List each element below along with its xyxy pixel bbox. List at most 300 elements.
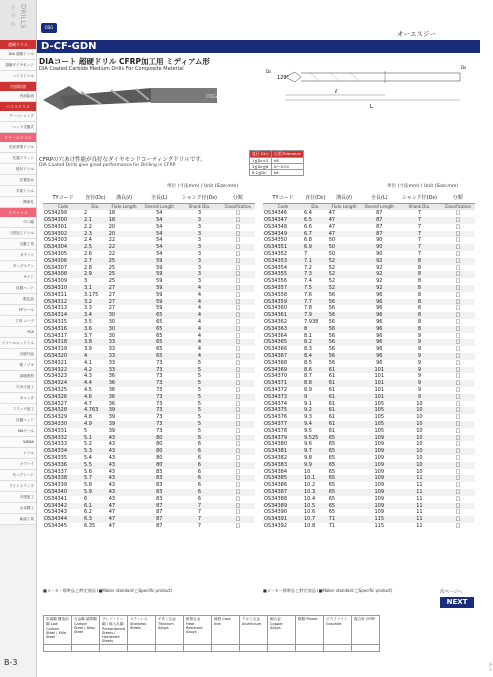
table-cell: 5.8 <box>84 482 92 489</box>
table-row <box>43 326 255 333</box>
table-cell: 6.9 <box>303 244 328 251</box>
table-row <box>263 265 475 272</box>
table-cell: 7.3 <box>303 271 328 278</box>
sidebar-group-header: 超硬ドリル <box>0 40 36 49</box>
sidebar-item[interactable]: 限定品 <box>0 294 36 305</box>
sidebar-item[interactable]: 自動ヘッド <box>0 283 36 294</box>
sidebar-item[interactable]: DIA 超硬ドリル <box>0 49 36 60</box>
table-cell: □ <box>235 400 241 407</box>
table-cell: 9.9 <box>303 462 328 469</box>
column-subheader: Overall Length <box>360 203 398 210</box>
table-cell: 65 <box>328 489 361 496</box>
table-cell: □ <box>221 448 255 455</box>
table-cell: □ <box>235 468 241 475</box>
table-cell: 10.1 <box>303 475 328 482</box>
material-rating <box>212 645 240 652</box>
table-cell: 7 <box>398 217 440 224</box>
sidebar-item[interactable]: 高硬度材 <box>0 371 36 382</box>
table-cell: 4.1 <box>84 359 92 366</box>
material-name: アルミ合金 Aluminium <box>240 616 268 645</box>
sidebar-item[interactable]: 長寿命型ドリル <box>0 142 36 153</box>
table-cell: 5 <box>197 414 201 421</box>
table-cell: 96 <box>376 291 383 298</box>
tol-range: 3≦Dc≦6 <box>250 164 272 170</box>
sidebar-item[interactable]: 内部給油 <box>0 91 36 102</box>
table-cell: 2.5 <box>83 244 108 251</box>
table-cell: OS34326 <box>43 394 83 401</box>
table-cell: □ <box>235 427 241 434</box>
table-cell: 5.3 <box>83 448 108 455</box>
sidebar-item[interactable]: イコールエンドミル <box>0 338 36 349</box>
table-cell: 6 <box>197 454 201 461</box>
table-cell: 4 <box>178 312 220 319</box>
table-row <box>263 475 475 482</box>
sidebar <box>0 0 37 677</box>
table-cell: OS34333 <box>44 441 68 448</box>
sidebar-item[interactable]: 工具 ニーブ <box>0 316 36 327</box>
table-cell: OS34338 <box>43 475 83 482</box>
table-cell: □ <box>455 264 461 271</box>
sidebar-item[interactable]: モックレード <box>0 470 36 481</box>
table-cell: 8 <box>303 326 328 333</box>
table-cell: 2.9 <box>83 271 108 278</box>
table-cell: 65 <box>328 482 336 489</box>
table-cell: □ <box>221 231 255 238</box>
sidebar-item[interactable]: 平面ドリル <box>0 186 36 197</box>
shank-badge <box>410 152 434 176</box>
table-row <box>43 523 255 530</box>
table-cell: □ <box>455 522 461 529</box>
sidebar-item[interactable]: 自動工具 <box>0 239 36 250</box>
table-cell: 9 <box>303 394 328 401</box>
table-cell: 10 <box>416 414 423 421</box>
table-row <box>263 441 475 448</box>
table-cell: 9 <box>417 332 421 339</box>
table-cell: OS34384 <box>264 468 288 475</box>
table-cell: 96 <box>360 339 398 346</box>
table-cell: 8 <box>417 291 421 298</box>
table-row <box>43 305 255 312</box>
table-cell: □ <box>221 217 255 224</box>
column-subheader: Overall Length <box>140 203 178 210</box>
table-cell: 3 <box>178 231 220 238</box>
table-cell: 65 <box>156 319 163 326</box>
table-cell: OS34356 <box>264 278 288 285</box>
table-cell: 4.8 <box>84 414 92 421</box>
table-cell: 5 <box>84 427 88 434</box>
table-cell: 5.9 <box>83 489 108 496</box>
table-cell: □ <box>221 271 255 278</box>
table-cell: OS34386 <box>264 482 288 489</box>
table-cell: □ <box>221 299 255 306</box>
table-cell: 83 <box>140 475 178 482</box>
table-cell: 73 <box>156 359 163 366</box>
table-cell: 50 <box>328 251 336 258</box>
table-row <box>43 387 255 394</box>
table-cell: 22 <box>108 244 141 251</box>
table-cell: OS34305 <box>44 251 68 258</box>
maker-name: オーエスジー <box>397 30 436 38</box>
tol-head-dia: 直径 (Dc) <box>250 151 272 158</box>
table-cell: 109 <box>360 448 398 455</box>
table-cell: OS34380 <box>264 441 288 448</box>
footer-code: B-3 <box>489 662 493 672</box>
table-cell: 73 <box>156 373 163 380</box>
table-cell: 5 <box>178 380 220 387</box>
sidebar-item[interactable]: テーパシャンク <box>0 111 36 122</box>
sidebar-item[interactable]: FPツール <box>0 305 36 316</box>
table-cell: 11 <box>416 509 423 516</box>
table-cell: □ <box>455 441 461 448</box>
table-cell: 56 <box>328 312 361 319</box>
table-cell: □ <box>441 462 475 469</box>
category-label-jp: ドリル <box>9 4 17 28</box>
table-cell: □ <box>221 407 255 414</box>
table-cell: 4 <box>178 285 220 292</box>
table-cell: □ <box>221 312 255 319</box>
sidebar-item[interactable]: ライトステップ <box>0 481 36 492</box>
sidebar-item[interactable]: ハイスドリル <box>0 71 36 82</box>
table-cell: □ <box>235 237 241 244</box>
table-cell: OS34323 <box>44 373 68 380</box>
table-cell: 36 <box>108 400 116 407</box>
table-cell: 4.2 <box>83 367 108 374</box>
table-cell: OS34344 <box>43 516 83 523</box>
table-row <box>263 455 475 462</box>
table-cell: 4 <box>178 299 220 306</box>
table-row <box>43 373 255 380</box>
table-cell: OS34302 <box>43 231 83 238</box>
table-cell: 5.1 <box>83 435 108 442</box>
table-cell: 7 <box>417 237 421 244</box>
sidebar-item[interactable]: 位置決め <box>0 175 36 186</box>
table-cell: 7.4 <box>304 278 312 285</box>
table-cell: □ <box>221 258 255 265</box>
table-cell: 92 <box>376 278 383 285</box>
sidebar-item[interactable]: ヘッド交換式 <box>0 122 36 133</box>
column-subheader: Shank Dia. <box>178 203 220 210</box>
table-cell: 47 <box>108 516 141 523</box>
table-cell: 11 <box>398 516 440 523</box>
table-cell: OS34370 <box>264 373 288 380</box>
table-cell: OS34371 <box>263 380 303 387</box>
table-row <box>263 367 475 374</box>
table-cell: □ <box>455 223 461 230</box>
table-cell: □ <box>455 291 461 298</box>
table-cell: 96 <box>360 353 398 360</box>
table-row <box>263 360 475 367</box>
table-cell: OS34303 <box>44 237 68 244</box>
table-cell: 6 <box>197 441 201 448</box>
table-cell: □ <box>441 231 475 238</box>
material-name: 耐熱合金 Heat Resistant Alloys <box>184 616 212 645</box>
table-cell: □ <box>235 414 241 421</box>
table-row <box>263 258 475 265</box>
table-cell: 3.4 <box>83 312 108 319</box>
table-cell: 25 <box>108 264 116 271</box>
table-cell: 30 <box>108 312 141 319</box>
table-cell: OS34346 <box>264 210 288 217</box>
table-cell: 39 <box>108 414 116 421</box>
sidebar-item[interactable]: MAツール <box>0 426 36 437</box>
table-cell: 47 <box>108 522 116 529</box>
table-cell: 5 <box>178 367 220 374</box>
table-cell: □ <box>455 346 461 353</box>
table-cell: OS34318 <box>43 339 83 346</box>
table-row <box>263 292 475 299</box>
table-row <box>263 394 475 401</box>
table-cell: 10.8 <box>304 522 316 529</box>
table-cell: □ <box>455 332 461 339</box>
table-cell: 8 <box>398 299 440 306</box>
table-row <box>263 346 475 353</box>
table-cell: 80 <box>140 435 178 442</box>
table-cell: 7 <box>417 223 421 230</box>
table-cell: □ <box>235 454 241 461</box>
table-cell: 59 <box>140 258 178 265</box>
table-cell: □ <box>455 359 461 366</box>
sidebar-category <box>0 0 36 40</box>
column-header: 分類 <box>221 192 255 203</box>
sidebar-item[interactable]: 開深孔 <box>0 197 36 208</box>
table-cell: 33 <box>108 339 141 346</box>
unit-label: 単位 (寸法mm) / Unit (Size:mm) <box>387 184 459 189</box>
table-cell: 9 <box>417 359 421 366</box>
table-cell: □ <box>441 312 475 319</box>
sidebar-item[interactable]: グアハイ <box>0 459 36 470</box>
next-page-button[interactable]: NEXT <box>440 597 474 608</box>
table-cell: OS34392 <box>264 522 288 529</box>
column-subheader: Dia. <box>83 203 108 210</box>
table-cell: 9.525 <box>303 435 328 442</box>
table-cell: 61 <box>328 407 361 414</box>
table-row <box>263 305 475 312</box>
table-cell: 18 <box>108 217 141 224</box>
table-cell: 65 <box>328 441 336 448</box>
table-cell: 52 <box>328 285 361 292</box>
table-cell: 96 <box>360 299 398 306</box>
sidebar-item[interactable]: サイド <box>0 272 36 283</box>
table-cell: 9 <box>398 367 440 374</box>
table-cell: 5 <box>178 407 220 414</box>
table-row <box>263 401 475 408</box>
table-row <box>263 380 475 387</box>
table-cell: 101 <box>374 387 385 394</box>
table-cell: 9.8 <box>304 454 312 461</box>
table-cell: OS34348 <box>264 223 288 230</box>
table-cell: 56 <box>328 359 336 366</box>
sidebar-item[interactable]: ドリル <box>0 448 36 459</box>
sidebar-group-header: スペシャル <box>0 208 36 217</box>
sidebar-item[interactable]: ギャンダ <box>0 393 36 404</box>
table-cell: 90 <box>360 244 398 251</box>
legend: ■メーカー標準品 □特定商品 (■Maker standard □Specific product) <box>263 588 393 593</box>
table-cell: □ <box>235 264 241 271</box>
table-cell: 5 <box>197 359 201 366</box>
table-cell: 101 <box>374 373 385 380</box>
table-cell: 2.7 <box>83 258 108 265</box>
table-row <box>43 360 255 367</box>
table-cell: 25 <box>108 271 141 278</box>
table-cell: 56 <box>328 353 361 360</box>
table-cell: □ <box>221 489 255 496</box>
table-cell: 39 <box>108 427 116 434</box>
table-cell: 5.6 <box>84 468 92 475</box>
table-cell: 96 <box>376 305 383 312</box>
table-row <box>263 523 475 530</box>
table-cell: 7.938 <box>304 319 319 326</box>
table-cell: OS34342 <box>43 503 83 510</box>
table-cell: OS34313 <box>44 305 68 312</box>
column-header: 直径(Dc) <box>83 192 108 203</box>
sidebar-item[interactable]: WEBA <box>0 437 36 448</box>
table-cell: 3.3 <box>84 305 92 312</box>
table-cell: OS34301 <box>44 223 68 230</box>
table-cell: 8.4 <box>303 353 328 360</box>
table-cell: 105 <box>374 427 385 434</box>
column-header: 分類 <box>441 192 475 203</box>
sidebar-item[interactable]: タテノコ <box>0 250 36 261</box>
table-cell: 25 <box>108 278 116 285</box>
table-cell: 6 <box>84 495 88 502</box>
table-cell: 8.2 <box>303 339 328 346</box>
table-cell: OS34365 <box>263 339 303 346</box>
material-rating <box>184 645 212 652</box>
table-cell: 11 <box>416 522 423 529</box>
table-row <box>43 265 255 272</box>
table-cell: □ <box>221 244 255 251</box>
table-cell: 2 <box>84 210 88 217</box>
feature-en: DIA Coated Drills give great performance for Drilling in CFRP. <box>39 163 177 168</box>
table-cell: OS34311 <box>44 291 68 298</box>
column-subheader: Flute Length <box>108 203 141 210</box>
sidebar-item[interactable]: YSA <box>0 327 36 338</box>
sidebar-item[interactable]: 超硬ダイヤモンド <box>0 60 36 71</box>
table-cell: 4 <box>83 353 108 360</box>
product-name: D-CF-GDN <box>41 41 97 52</box>
sidebar-item[interactable]: 吸ノゾキ <box>0 360 36 371</box>
table-cell: OS34387 <box>263 489 303 496</box>
material-name: グラファイト Graphite <box>324 616 352 645</box>
sidebar-item[interactable]: 自販外品 <box>0 349 36 360</box>
table-cell: 5.7 <box>83 475 108 482</box>
sidebar-item[interactable]: 自動ヘッド <box>0 415 36 426</box>
overall-length-dim: L <box>370 104 373 110</box>
table-cell: 65 <box>328 435 361 442</box>
sidebar-item[interactable]: タングステン <box>0 261 36 272</box>
table-cell: 8.5 <box>304 359 312 366</box>
table-cell: 5.2 <box>84 441 92 448</box>
sidebar-item[interactable]: フラッチ加工 <box>0 404 36 415</box>
table-cell: 59 <box>140 299 178 306</box>
table-row <box>263 448 475 455</box>
sidebar-item[interactable]: 三面加工ドリル <box>0 228 36 239</box>
table-cell: □ <box>235 495 241 502</box>
table-cell: 109 <box>360 489 398 496</box>
table-cell: OS34337 <box>44 468 68 475</box>
sidebar-item[interactable]: 段付ドリル <box>0 164 36 175</box>
sidebar-item[interactable]: 新潟工具 <box>0 514 36 525</box>
table-cell: 4.6 <box>83 394 108 401</box>
table-cell: 83 <box>140 489 178 496</box>
tol-head-tol: 公差/Tolerance <box>271 151 303 158</box>
table-row <box>263 326 475 333</box>
table-cell: 9.6 <box>304 441 312 448</box>
table-cell: 2.8 <box>84 264 92 271</box>
table-cell: 65 <box>328 503 361 510</box>
table-cell: 65 <box>328 495 336 502</box>
table-cell: 56 <box>328 332 336 339</box>
sidebar-item[interactable]: 中ニ順 <box>0 217 36 228</box>
column-header: 溝長(ℓ) <box>108 192 141 203</box>
table-cell: 101 <box>360 394 398 401</box>
table-cell: □ <box>221 462 255 469</box>
table-cell: OS34345 <box>44 522 68 529</box>
table-cell: 73 <box>140 394 178 401</box>
table-cell: OS34388 <box>264 495 288 502</box>
sidebar-item[interactable]: 先端フラット <box>0 153 36 164</box>
sidebar-item[interactable]: 半削加工 <box>0 492 36 503</box>
table-row <box>263 271 475 278</box>
column-subheader: Code <box>43 203 83 210</box>
table-row <box>43 441 255 448</box>
table-row <box>43 224 255 231</box>
table-cell: 7 <box>178 516 220 523</box>
table-cell: 8 <box>398 271 440 278</box>
table-cell: 18 <box>108 210 116 217</box>
sidebar-item[interactable]: 山本精工 <box>0 503 36 514</box>
table-cell: 8 <box>398 258 440 265</box>
table-cell: 59 <box>156 305 163 312</box>
table-cell: □ <box>221 516 255 523</box>
table-cell: 7 <box>417 210 421 217</box>
table-cell: OS34357 <box>263 285 303 292</box>
material-name: 複合材 CFRP <box>352 616 380 645</box>
table-cell: OS34364 <box>264 332 288 339</box>
table-cell: 73 <box>140 407 178 414</box>
angle-badge <box>382 152 406 176</box>
table-row <box>263 489 475 496</box>
table-row <box>43 469 255 476</box>
table-cell: 101 <box>360 380 398 387</box>
table-cell: 2.4 <box>84 237 92 244</box>
table-cell: □ <box>235 291 241 298</box>
table-cell: □ <box>221 367 255 374</box>
table-cell: 96 <box>376 359 383 366</box>
table-cell: □ <box>455 427 461 434</box>
table-cell: OS34306 <box>43 258 83 265</box>
table-cell: 54 <box>156 210 163 217</box>
table-cell: 56 <box>328 299 361 306</box>
table-cell: 61 <box>328 373 336 380</box>
tolerance-table <box>249 150 304 176</box>
table-cell: 36 <box>108 373 116 380</box>
table-cell: 43 <box>108 454 116 461</box>
table-cell: 92 <box>360 285 398 292</box>
table-cell: 4.9 <box>83 421 108 428</box>
table-cell: 6 <box>197 495 201 502</box>
badge-label: 超硬 合金 <box>327 161 349 167</box>
table-cell: 109 <box>374 495 385 502</box>
table-cell: OS34320 <box>43 353 83 360</box>
table-cell: 92 <box>360 271 398 278</box>
table-cell: □ <box>441 407 475 414</box>
sidebar-item[interactable]: 穴あけ加工 <box>0 382 36 393</box>
page-number: B-3 <box>4 658 18 667</box>
table-cell: 105 <box>374 414 385 421</box>
table-row <box>263 285 475 292</box>
table-cell: □ <box>441 244 475 251</box>
